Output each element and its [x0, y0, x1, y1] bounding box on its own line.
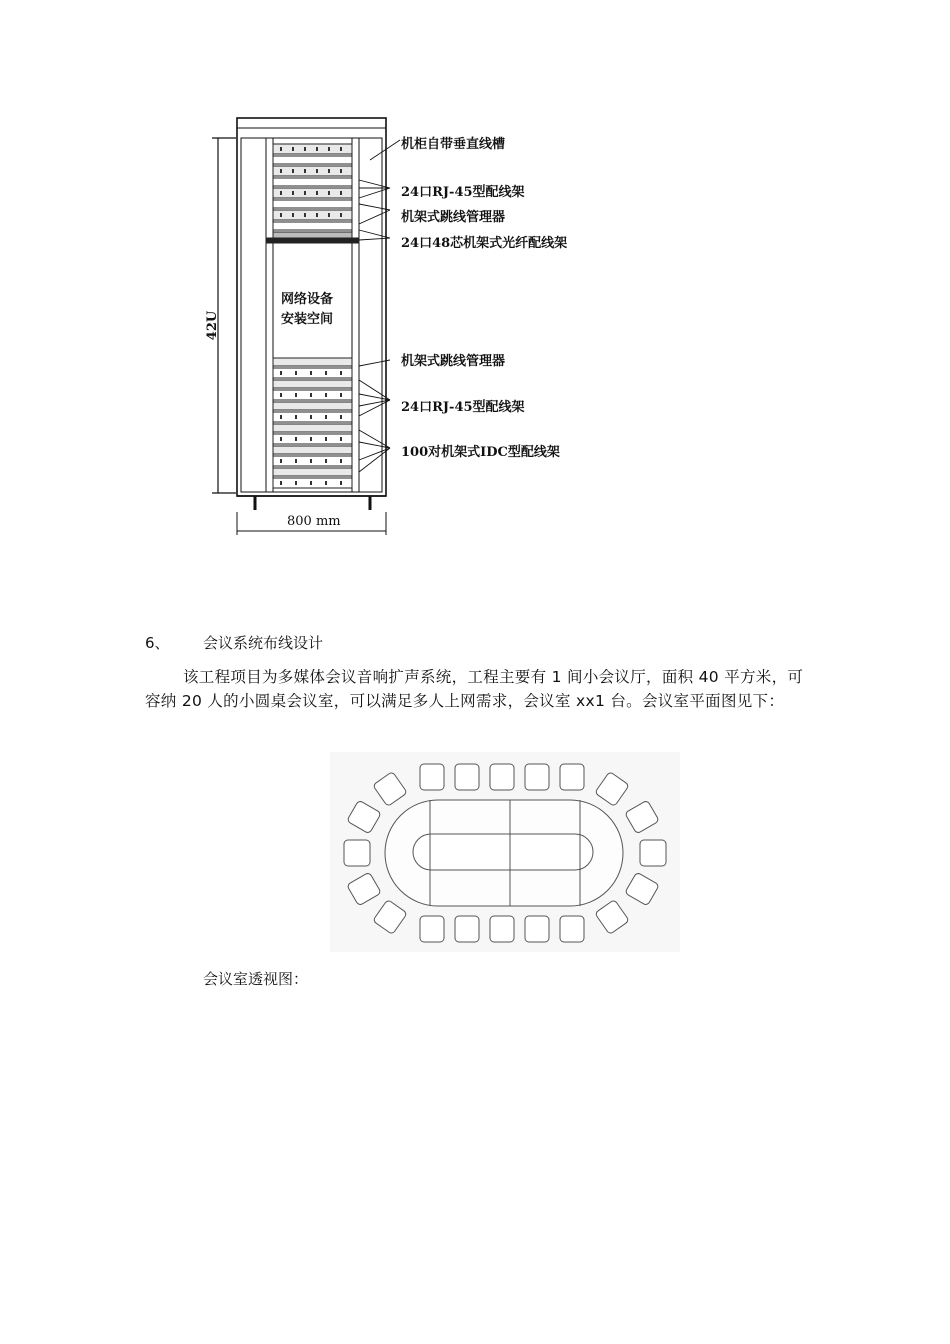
- perspective-caption: 会议室透视图：: [203, 970, 309, 988]
- label-idc-frame: 100对机架式IDC型配线架: [401, 445, 560, 460]
- label-jumper-manager-top: 机架式跳线管理器: [401, 210, 506, 225]
- label-network-space-1: 网络设备: [281, 292, 334, 307]
- label-rj45-top: 24口RJ-45型配线架: [401, 185, 525, 200]
- label-jumper-manager-bottom: 机架式跳线管理器: [401, 354, 506, 369]
- top-patch-ports: [280, 147, 342, 217]
- label-vertical-trough: 机柜自带垂直线槽: [401, 137, 506, 152]
- label-rj45-bottom: 24口RJ-45型配线架: [401, 400, 525, 415]
- conference-room-plan: [330, 752, 680, 952]
- bottom-patch-panels: [273, 358, 352, 488]
- conference-table: [385, 800, 623, 906]
- label-fiber-frame: 24口48芯机架式光纤配线架: [401, 236, 568, 251]
- label-network-space-2: 安装空间: [281, 312, 334, 327]
- rack-cabinet-diagram: [200, 110, 620, 540]
- section-title: 会议系统布线设计: [203, 634, 324, 652]
- section-heading: [145, 632, 323, 653]
- top-patch-panels: [266, 144, 359, 243]
- section-paragraph: 该工程项目为多媒体会议音响扩声系统，工程主要有 1 间小会议厅，面积 40 平方米，可容纳 20 人的小圆桌会议室，可以满足多人上网需求，会议室 xx1 台。会议室平面图见下：: [145, 668, 804, 710]
- leader-lines: [359, 140, 400, 472]
- label-height-42u: 42U: [205, 310, 221, 341]
- section-number: 6、: [145, 634, 170, 652]
- label-width-800mm: 800 mm: [287, 514, 341, 529]
